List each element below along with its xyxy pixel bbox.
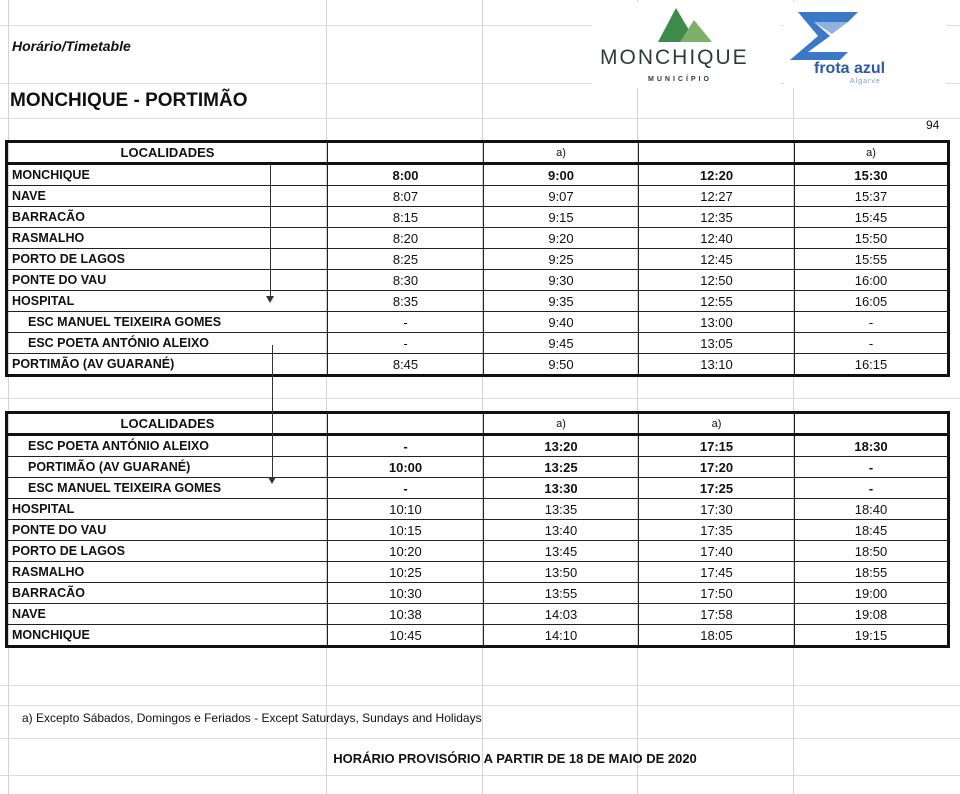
departure-time: - xyxy=(328,333,484,354)
departure-time: 10:15 xyxy=(328,520,484,541)
departure-time: 12:20 xyxy=(639,164,795,186)
departure-time: 17:20 xyxy=(639,457,795,478)
departure-time: 13:50 xyxy=(484,562,639,583)
grid-line xyxy=(0,118,960,119)
stop-name: ESC POETA ANTÓNIO ALEIXO xyxy=(7,333,328,354)
validity-notice: HORÁRIO PROVISÓRIO A PARTIR DE 18 DE MAIO DE 2020 xyxy=(333,751,697,766)
departure-time: 17:25 xyxy=(639,478,795,499)
direction-arrow-line xyxy=(272,345,273,479)
departure-time: 19:08 xyxy=(795,604,949,625)
table-row xyxy=(7,164,949,186)
departure-time: 13:45 xyxy=(484,541,639,562)
departure-time: 8:00 xyxy=(328,164,484,186)
grid-line xyxy=(0,775,960,776)
departure-time: 9:07 xyxy=(484,186,639,207)
table-row xyxy=(7,186,949,207)
operator-logo-name: frota azul xyxy=(814,60,886,77)
departure-time: 18:50 xyxy=(795,541,949,562)
table-row xyxy=(7,562,949,583)
departure-time: 17:30 xyxy=(639,499,795,520)
timetable-label: Horário/Timetable xyxy=(12,38,131,54)
departure-time: 8:35 xyxy=(328,291,484,312)
departure-time: 17:15 xyxy=(639,435,795,457)
table-row xyxy=(7,478,949,499)
grid-line xyxy=(0,705,960,706)
header-cell xyxy=(639,142,795,164)
departure-time: 10:10 xyxy=(328,499,484,520)
departure-time: 8:15 xyxy=(328,207,484,228)
departure-time: 19:00 xyxy=(795,583,949,604)
grid-line xyxy=(637,0,638,794)
table-row xyxy=(7,604,949,625)
header-cell xyxy=(795,413,949,435)
departure-time: 13:05 xyxy=(639,333,795,354)
stop-name: PORTIMÃO (AV GUARANÉ) xyxy=(7,354,328,376)
departure-time: - xyxy=(795,457,949,478)
grid-line xyxy=(0,685,960,686)
header-cell xyxy=(328,142,484,164)
departure-time: 18:40 xyxy=(795,499,949,520)
grid-line xyxy=(793,0,794,794)
header-cell: a) xyxy=(639,413,795,435)
departure-time: 13:25 xyxy=(484,457,639,478)
departure-time: 10:30 xyxy=(328,583,484,604)
grid-line xyxy=(482,0,483,794)
departure-time: 16:15 xyxy=(795,354,949,376)
table-row xyxy=(7,435,949,457)
table-row xyxy=(7,499,949,520)
table-row xyxy=(7,312,949,333)
departure-time: 17:35 xyxy=(639,520,795,541)
departure-time: 10:45 xyxy=(328,625,484,647)
departure-time: 12:50 xyxy=(639,270,795,291)
departure-time: 9:30 xyxy=(484,270,639,291)
stop-name: ESC MANUEL TEIXEIRA GOMES xyxy=(7,478,328,499)
header-cell xyxy=(328,413,484,435)
arrow-down-icon xyxy=(266,296,274,303)
footnote: a) Excepto Sábados, Domingos e Feriados - Except Saturdays, Sundays and Holidays xyxy=(22,711,482,725)
stop-name: PORTO DE LAGOS xyxy=(7,249,328,270)
table-row xyxy=(7,333,949,354)
departure-time: 9:00 xyxy=(484,164,639,186)
departure-time: 8:20 xyxy=(328,228,484,249)
stop-name: BARRACÃO xyxy=(7,207,328,228)
stop-name: PORTIMÃO (AV GUARANÉ) xyxy=(7,457,328,478)
stop-name: HOSPITAL xyxy=(7,291,328,312)
departure-time: 8:25 xyxy=(328,249,484,270)
stop-name: RASMALHO xyxy=(7,228,328,249)
departure-time: 9:45 xyxy=(484,333,639,354)
departure-time: 8:30 xyxy=(328,270,484,291)
municipio-logo-sub: MUNICÍPIO xyxy=(648,76,712,83)
departure-time: 10:25 xyxy=(328,562,484,583)
departure-time: 17:40 xyxy=(639,541,795,562)
departure-time: 12:35 xyxy=(639,207,795,228)
table-row xyxy=(7,583,949,604)
departure-time: 17:50 xyxy=(639,583,795,604)
departure-time: 15:50 xyxy=(795,228,949,249)
departure-time: 9:35 xyxy=(484,291,639,312)
timetable-outbound xyxy=(5,140,950,377)
table-row xyxy=(7,249,949,270)
departure-time: 12:27 xyxy=(639,186,795,207)
header-cell: a) xyxy=(795,142,949,164)
timetable-return xyxy=(5,411,950,648)
departure-time: - xyxy=(795,333,949,354)
departure-time: 9:40 xyxy=(484,312,639,333)
direction-arrow-line xyxy=(270,164,271,298)
departure-time: 18:55 xyxy=(795,562,949,583)
departure-time: 8:45 xyxy=(328,354,484,376)
grid-line xyxy=(326,0,327,794)
departure-time: 14:10 xyxy=(484,625,639,647)
departure-time: 13:10 xyxy=(639,354,795,376)
table-row xyxy=(7,291,949,312)
departure-time: 9:50 xyxy=(484,354,639,376)
departure-time: 9:25 xyxy=(484,249,639,270)
table-header xyxy=(7,142,949,164)
departure-time: 17:45 xyxy=(639,562,795,583)
departure-time: 17:58 xyxy=(639,604,795,625)
table-row xyxy=(7,228,949,249)
grid-line xyxy=(0,398,960,399)
table-row xyxy=(7,354,949,376)
departure-time: 13:55 xyxy=(484,583,639,604)
departure-time: 13:30 xyxy=(484,478,639,499)
table-row xyxy=(7,520,949,541)
stop-name: NAVE xyxy=(7,604,328,625)
stop-name: RASMALHO xyxy=(7,562,328,583)
header-cell: a) xyxy=(484,142,639,164)
stop-name: PONTE DO VAU xyxy=(7,520,328,541)
grid-line xyxy=(0,738,960,739)
departure-time: 9:20 xyxy=(484,228,639,249)
departure-time: 8:07 xyxy=(328,186,484,207)
departure-time: - xyxy=(328,478,484,499)
stop-name: PONTE DO VAU xyxy=(7,270,328,291)
operator-logo-sub: Algarve xyxy=(850,78,881,85)
departure-time: 13:35 xyxy=(484,499,639,520)
departure-time: 13:00 xyxy=(639,312,795,333)
departure-time: 10:00 xyxy=(328,457,484,478)
departure-time: 18:05 xyxy=(639,625,795,647)
departure-time: 15:55 xyxy=(795,249,949,270)
departure-time: 14:03 xyxy=(484,604,639,625)
departure-time: 16:05 xyxy=(795,291,949,312)
departure-time: 18:30 xyxy=(795,435,949,457)
stop-name: ESC POETA ANTÓNIO ALEIXO xyxy=(7,435,328,457)
route-title: MONCHIQUE - PORTIMÃO xyxy=(10,90,248,111)
stop-name: BARRACÃO xyxy=(7,583,328,604)
table-row xyxy=(7,457,949,478)
departure-time: 15:45 xyxy=(795,207,949,228)
municipio-logo-name: MONCHIQUE xyxy=(600,46,749,69)
departure-time: 10:38 xyxy=(328,604,484,625)
header-cell: a) xyxy=(484,413,639,435)
stop-name: MONCHIQUE xyxy=(7,625,328,647)
table-header xyxy=(7,413,949,435)
grid-line xyxy=(8,0,9,794)
departure-time: 12:40 xyxy=(639,228,795,249)
table-row xyxy=(7,270,949,291)
table-row xyxy=(7,207,949,228)
departure-time: - xyxy=(328,435,484,457)
table-row xyxy=(7,541,949,562)
stop-name: PORTO DE LAGOS xyxy=(7,541,328,562)
stop-name: ESC MANUEL TEIXEIRA GOMES xyxy=(7,312,328,333)
departure-time: - xyxy=(328,312,484,333)
departure-time: 15:30 xyxy=(795,164,949,186)
departure-time: 13:40 xyxy=(484,520,639,541)
page-number: 94 xyxy=(926,118,940,132)
departure-time: 12:45 xyxy=(639,249,795,270)
departure-time: 15:37 xyxy=(795,186,949,207)
departure-time: 10:20 xyxy=(328,541,484,562)
header-cell: LOCALIDADES xyxy=(7,413,328,435)
departure-time: - xyxy=(795,478,949,499)
departure-time: 18:45 xyxy=(795,520,949,541)
departure-time: 9:15 xyxy=(484,207,639,228)
arrow-down-icon xyxy=(268,477,276,484)
stop-name: MONCHIQUE xyxy=(7,164,328,186)
departure-time: - xyxy=(795,312,949,333)
departure-time: 13:20 xyxy=(484,435,639,457)
departure-time: 16:00 xyxy=(795,270,949,291)
stop-name: HOSPITAL xyxy=(7,499,328,520)
table-row xyxy=(7,625,949,647)
header-cell: LOCALIDADES xyxy=(7,142,328,164)
stop-name: NAVE xyxy=(7,186,328,207)
departure-time: 12:55 xyxy=(639,291,795,312)
departure-time: 19:15 xyxy=(795,625,949,647)
